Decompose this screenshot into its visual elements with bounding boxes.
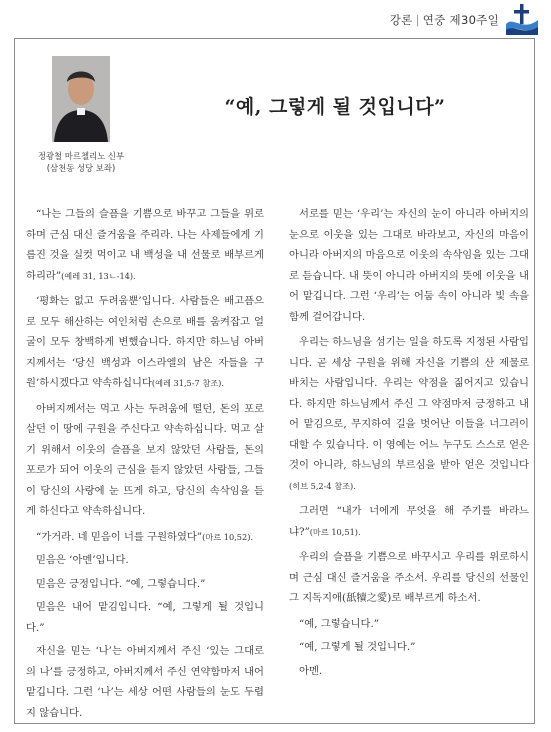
article-title: “예, 그렇게 될 것입니다” — [224, 96, 446, 118]
paragraph: 서로를 믿는 ‘우리’는 자신의 눈이 아니라 아버지의 눈으로 이웃을 있는 그대로 바라보고, 자신의 마음이 아니라 아버지의 마음으로 이웃의 속삭임을 있는 그대로 듣습니다. 내 뜻이 아니라 아버지의 뜻에 이웃을 내어 맡깁니다. 그런 ‘우리’는 어둠 속이 아니라 빛 속을 함께 걸어갑니다. — [289, 208, 529, 323]
author-caption — [30, 150, 132, 174]
priest-portrait-photo — [52, 56, 110, 142]
paragraph: “가거라. 네 믿음이 너를 구원하였다”(마르 10,52). — [36, 530, 254, 543]
paragraph: 아버지께서는 먹고 사는 두려움에 떨던, 돈의 포로 살던 이 땅에 구원을 주신다고 약속하십니다. 먹고 살기 위해서 이웃의 슬픔을 보지 않았던 사람들, 돈의 포로가 되어 이웃의 근심을 듣지 않았던 사람들, 그들이 당신의 사랑에 눈 뜨게 하고, 당신의 속삭임을 듣게 하신다고 약속하십니다. — [26, 402, 264, 517]
paragraph: 믿음은 ‘아멘’입니다. — [36, 554, 129, 566]
paragraph: “나는 그들의 슬픔을 기쁨으로 바꾸고 그들을 위로하며 근심 대신 즐거움을 주리라. 나는 사제들에게 기름진 것을 실컷 먹이고 내 백성을 내 선물로 배부르게 하리라”(예레 31, 13ㄴ-14). — [26, 208, 264, 282]
page-header — [0, 0, 551, 36]
right-column — [289, 204, 529, 684]
left-column — [26, 204, 264, 728]
paragraph: 믿음은 긍정입니다. “예, 그렇습니다.” — [36, 577, 206, 590]
header-subtitle: 연중 제30주일 — [422, 13, 499, 27]
paragraph: “예, 그렇습니다.” — [299, 617, 380, 630]
cross-wave-logo-icon — [505, 2, 539, 36]
paragraph: 우리의 슬픔을 기쁨으로 바꾸시고 우리를 위로하시며 근심 대신 즐거움을 주소서. 우리를 당신의 선물인 그 지독지애(舐犢之愛)로 배부르게 하소서. — [289, 551, 529, 604]
paragraph: “예, 그렇게 될 것입니다.” — [299, 641, 416, 653]
paragraph: 자신을 믿는 ‘나’는 아버지께서 주신 ‘있는 그대로의 나’를 긍정하고, 아버지께서 주신 연약함마저 내어 맡깁니다. 그런 ‘나’는 세상 어떤 사람들의 눈도 두렵지 않습니다. — [26, 645, 264, 719]
header-label — [390, 12, 499, 28]
paragraph: 그러면 “내가 너에게 무엇을 해 주기를 바라느냐?”(마르 10,51). — [289, 505, 529, 538]
header-separator: | — [415, 13, 420, 27]
author-name: 정광철 마르첼리노 신부 — [37, 151, 125, 161]
author-affiliation: (삼천동 성당 보좌) — [46, 163, 116, 173]
paragraph: 믿음은 내어 맡김입니다. “예, 그렇게 될 것입니다.” — [26, 601, 264, 634]
paragraph: ‘평화는 없고 두려움뿐’입니다. 사람들은 배고픔으로 모두 해산하는 여인처럼 손으로 배를 움켜잡고 얼굴이 모두 창백하게 변했습니다. 하지만 하느님 아버지께서는 ‘당신 백성과 이스라엘의 남은 자들을 구원’하시겠다고 약속하십니다(예레 31,5-7 참조). — [26, 295, 264, 389]
header-category: 강론 — [389, 13, 413, 27]
paragraph: 우리는 하느님을 섬기는 일을 하도록 지정된 사람입니다. 곧 세상 구원을 위해 자신을 기쁨의 산 제물로 바치는 사람입니다. 우리는 약점을 짊어지고 있습니다. 하지만 하느님께서 주신 그 약점마저 긍정하고 내어 맡김으로, 무지하여 길을 벗어난 이들을 너그러이 대할 수 있습니다. 이 영예는 어느 누구도 스스로 얻은 것이 아니라, 하느님의 부르심을 받아 얻은 것입니다(히브 5,2-4 참조). — [289, 336, 529, 491]
paragraph: 아멘. — [299, 664, 323, 677]
